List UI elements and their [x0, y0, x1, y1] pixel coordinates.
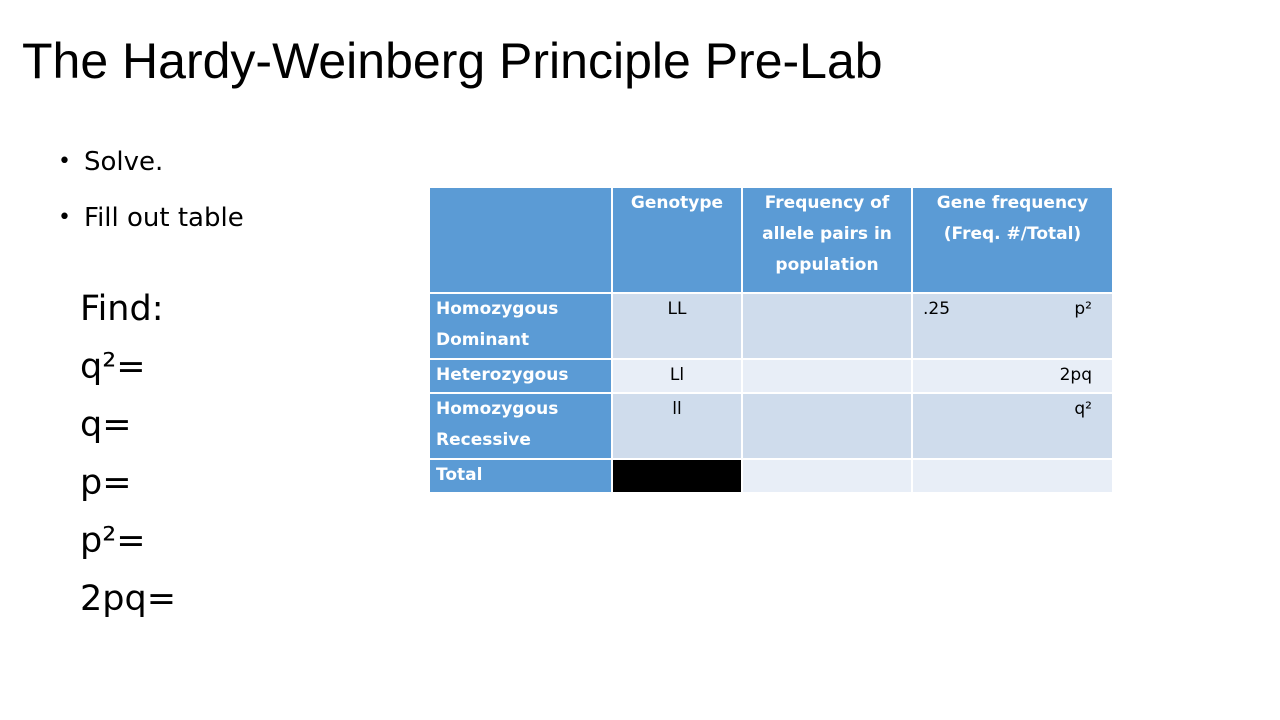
genotype-cell: Ll	[612, 359, 742, 393]
hardy-weinberg-table	[428, 186, 1114, 494]
row-label: Homozygous Recessive	[429, 393, 612, 459]
table-row	[429, 359, 1113, 393]
header-frequency: Frequency of allele pairs in population	[742, 187, 912, 293]
header-gene-frequency: Gene frequency (Freq. #/Total)	[912, 187, 1113, 293]
gene-frequency-symbol: q²	[1074, 399, 1092, 419]
table-row	[429, 293, 1113, 359]
header-empty	[429, 187, 612, 293]
genotype-cell: ll	[612, 393, 742, 459]
frequency-cell[interactable]	[742, 393, 912, 459]
gene-frequency-symbol: 2pq	[1059, 365, 1092, 385]
bullet-text: Fill out table	[84, 203, 244, 233]
bullet-item	[58, 134, 244, 190]
bullet-list	[58, 134, 244, 246]
row-label: Total	[429, 459, 612, 493]
find-item: q=	[80, 405, 132, 445]
bullet-dot-icon: •	[58, 205, 71, 230]
gene-frequency-cell[interactable]	[912, 293, 1113, 359]
find-item: p=	[80, 463, 132, 503]
find-list	[80, 280, 176, 628]
bullet-text: Solve.	[84, 147, 164, 177]
slide-title: The Hardy-Weinberg Principle Pre-Lab	[22, 33, 883, 89]
frequency-cell[interactable]	[742, 359, 912, 393]
find-label: Find:	[80, 289, 164, 329]
header-genotype: Genotype	[612, 187, 742, 293]
row-label: Homozygous Dominant	[429, 293, 612, 359]
gene-frequency-cell[interactable]	[912, 393, 1113, 459]
blacked-out-cell	[612, 459, 742, 493]
frequency-cell[interactable]	[742, 293, 912, 359]
gene-frequency-value: .25	[923, 299, 951, 319]
find-item: 2pq=	[80, 579, 177, 619]
gene-frequency-cell[interactable]	[912, 459, 1113, 493]
genotype-cell: LL	[612, 293, 742, 359]
bullet-item	[58, 190, 244, 246]
gene-frequency-symbol: p²	[1074, 299, 1092, 319]
gene-frequency-cell[interactable]	[912, 359, 1113, 393]
table-row	[429, 459, 1113, 493]
table-row	[429, 393, 1113, 459]
bullet-dot-icon: •	[58, 149, 71, 174]
find-item: p²=	[80, 521, 146, 561]
frequency-cell[interactable]	[742, 459, 912, 493]
row-label: Heterozygous	[429, 359, 612, 393]
find-item: q²=	[80, 347, 146, 387]
